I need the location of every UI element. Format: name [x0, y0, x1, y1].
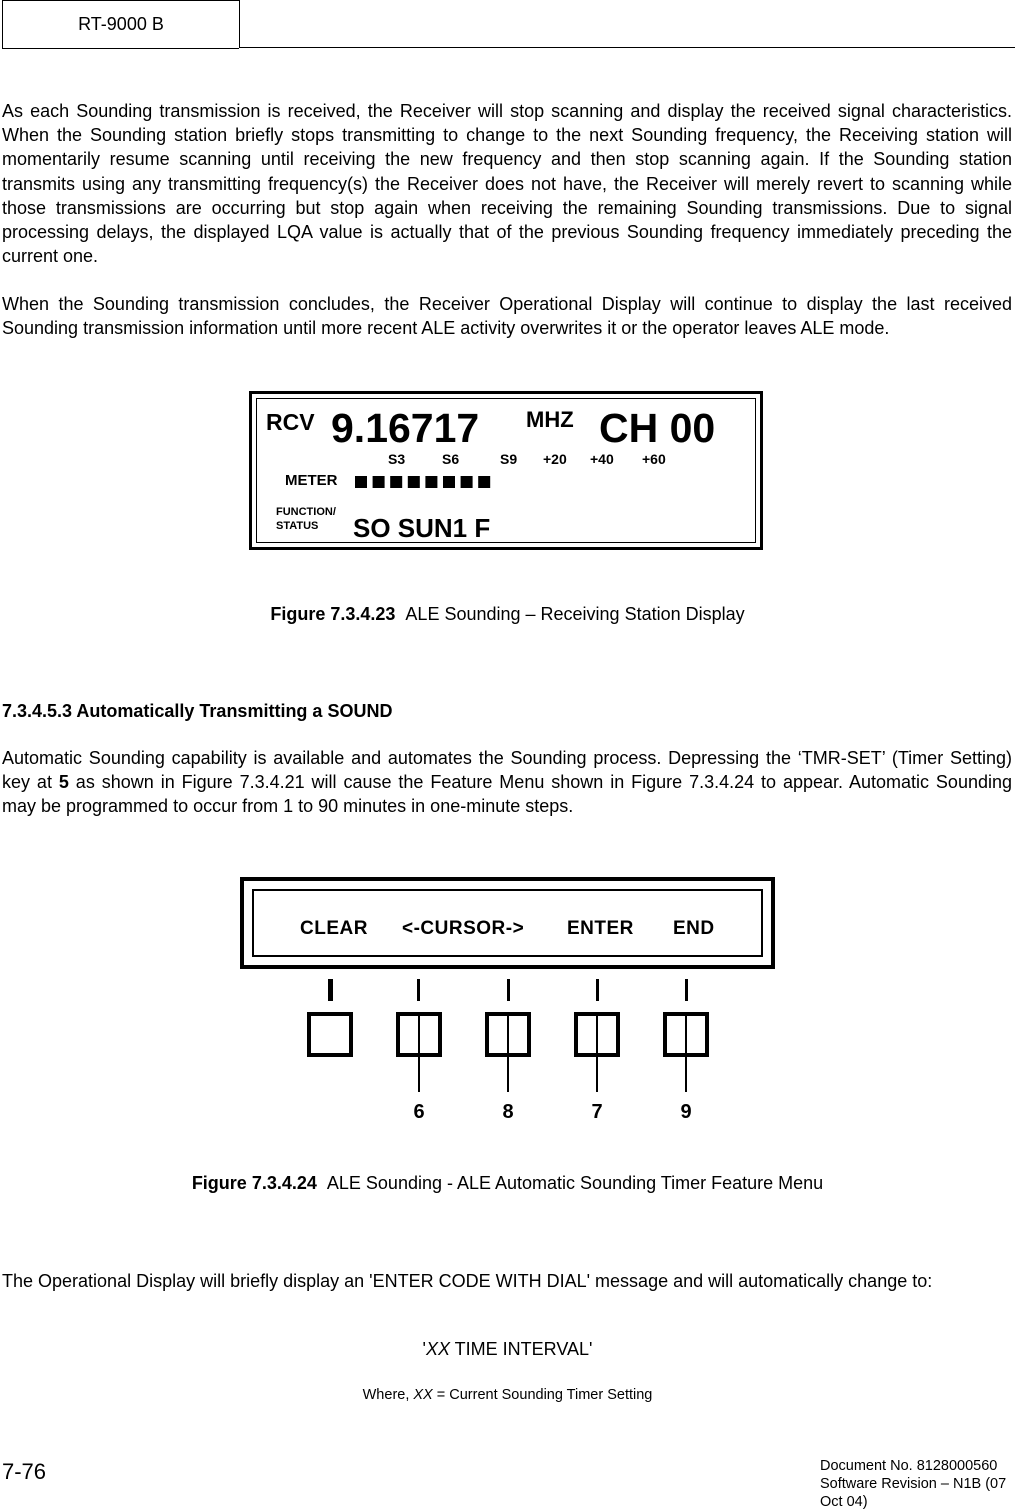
time-interval-var: XX — [425, 1339, 450, 1359]
paragraph-3-part-1: Automatic Sounding capability is available and automates the Sounding process. Depressing the ‘TMR-SET’ (Timer Setting) key at — [2, 748, 1012, 793]
meter-segment — [408, 476, 420, 488]
key-tick-2 — [417, 979, 420, 1001]
receiver-display-figure — [249, 391, 763, 550]
meter-segment — [373, 476, 385, 488]
scale-tick-plus60: +60 — [642, 451, 666, 467]
header-rule — [239, 47, 1015, 48]
scale-tick-s3: S3 — [388, 451, 406, 467]
paragraph-3-key: 5 — [58, 772, 69, 793]
frequency-readout: 9.16717 — [331, 405, 480, 451]
meter-segment — [478, 476, 490, 488]
document-number: Document No. 8128000560 — [820, 1458, 998, 1474]
figure1-caption — [0, 604, 1015, 625]
header-model: RT-9000 B — [78, 14, 164, 34]
channel-readout: CH 00 — [599, 405, 716, 451]
key-tick-5 — [685, 979, 688, 1001]
feature-menu-figure — [240, 877, 775, 969]
receiver-display-screen — [256, 398, 756, 543]
mode-label: RCV — [266, 409, 315, 435]
paragraph-1: As each Sounding transmission is received, the Receiver will stop scanning and display the received signal characteristics. When the Sounding station briefly stops transmitting to change to the next Sounding frequency, the Receiving station will momentarily resume scanning until receiving the new frequency and then stop scanning again. If the Sounding station transmits using any transmitting frequency(s) the Receiver does not have, the Receiver will merely revert to scanning while those transmissions are occurring but stop again when receiving the remaining Sounding transmissions. Due to signal processing delays, the displayed LQA value is actually that of the previous Sounding frequency immediately preceding the current one. — [2, 101, 1012, 267]
key-number-7: 7 — [591, 1101, 603, 1123]
section-heading: 7.3.4.5.3 Automatically Transmitting a SOUND — [2, 701, 393, 721]
soft-key-8 — [487, 1014, 529, 1055]
feature-menu-screen — [252, 889, 763, 957]
menu-item-clear: CLEAR — [300, 918, 368, 939]
status-label: STATUS — [276, 520, 319, 532]
key-number-8: 8 — [502, 1101, 514, 1123]
header-separator — [239, 0, 240, 48]
key-tick-1 — [328, 979, 333, 1001]
function-label: FUNCTION/ — [276, 506, 336, 518]
meter-segment — [461, 476, 473, 488]
scale-tick-s9: S9 — [500, 451, 518, 467]
paragraph-2: When the Sounding transmission concludes, the Receiver Operational Display will continue to display the last received Sounding transmission information until more recent ALE activity overwrites it or the operator leaves ALE mode. — [2, 294, 1012, 339]
meter-label: METER — [285, 472, 338, 489]
status-readout: SO SUN1 F — [353, 513, 491, 543]
key-tick-3 — [507, 979, 510, 1001]
meter-segment — [443, 476, 455, 488]
menu-item-end: END — [673, 918, 715, 939]
where-var: XX — [413, 1387, 433, 1403]
scale-tick-plus40: +40 — [590, 451, 614, 467]
unit-label: MHZ — [526, 407, 574, 432]
paragraph-3-part-2: as shown in Figure 7.3.4.21 will cause the Feature Menu shown in Figure 7.3.4.24 to appear. Automatic Sounding may be programmed to occur from 1 to 90 minutes in one-minute steps. — [2, 772, 1012, 817]
figure2-caption-text: ALE Sounding - ALE Automatic Sounding Timer Feature Menu — [326, 1173, 824, 1193]
figure1-caption-number: Figure 7.3.4.23 — [270, 604, 396, 624]
meter-segment — [425, 476, 437, 488]
time-interval-text: TIME INTERVAL' — [449, 1339, 593, 1359]
figure2-caption-number: Figure 7.3.4.24 — [191, 1173, 317, 1193]
key-tick-4 — [596, 979, 599, 1001]
scale-tick-plus20: +20 — [543, 451, 567, 467]
meter-segment — [355, 476, 367, 488]
signal-meter — [355, 474, 505, 490]
figure2-caption — [0, 1173, 1015, 1194]
page-number: 7-76 — [2, 1459, 47, 1484]
menu-item-cursor: <-CURSOR-> — [402, 918, 525, 939]
time-interval-quote: ' — [422, 1339, 426, 1359]
software-revision: Software Revision – N1B (07 Oct 04) — [820, 1476, 1007, 1510]
scale-tick-s6: S6 — [442, 451, 460, 467]
soft-key-1 — [309, 1014, 351, 1055]
where-label: Where, — [362, 1387, 414, 1403]
paragraph-4: The Operational Display will briefly display an 'ENTER CODE WITH DIAL' message and will automatically change to: — [2, 1271, 933, 1291]
figure1-caption-text: ALE Sounding – Receiving Station Display — [405, 604, 745, 624]
header-model-box — [2, 0, 239, 49]
menu-item-enter: ENTER — [567, 918, 634, 939]
soft-key-9 — [665, 1014, 707, 1055]
meter-segment — [390, 476, 402, 488]
time-interval-line — [0, 1339, 1015, 1360]
soft-key-7 — [576, 1014, 618, 1055]
where-text: = Current Sounding Timer Setting — [432, 1387, 653, 1403]
key-number-9: 9 — [680, 1101, 692, 1123]
key-number-6: 6 — [413, 1101, 425, 1123]
where-line — [0, 1387, 1015, 1403]
paragraph-3 — [2, 746, 1012, 819]
soft-key-6 — [398, 1014, 440, 1055]
